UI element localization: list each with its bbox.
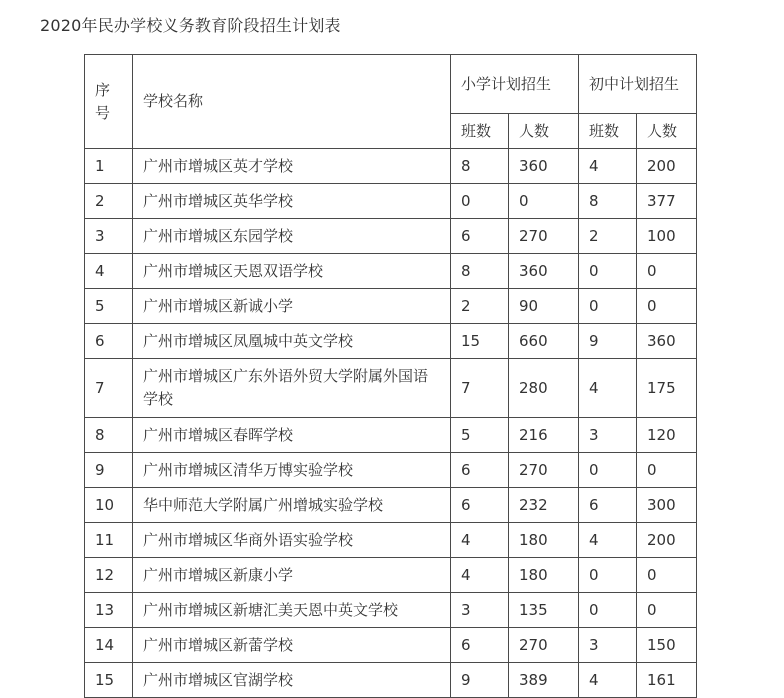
cell-primary-classes: 3	[451, 593, 509, 628]
cell-junior-classes: 3	[579, 418, 637, 453]
cell-junior-students: 175	[637, 359, 697, 418]
cell-school-name: 广州市增城区东园学校	[133, 219, 451, 254]
cell-primary-classes: 6	[451, 219, 509, 254]
cell-junior-classes: 4	[579, 359, 637, 418]
cell-junior-students: 0	[637, 289, 697, 324]
cell-no: 13	[85, 593, 133, 628]
cell-junior-classes: 4	[579, 149, 637, 184]
cell-junior-classes: 3	[579, 628, 637, 663]
cell-junior-students: 300	[637, 488, 697, 523]
cell-school-name: 广州市增城区新塘汇美天恩中英文学校	[133, 593, 451, 628]
table-row	[85, 149, 697, 184]
cell-primary-students: 270	[509, 453, 579, 488]
page-title: 2020年民办学校义务教育阶段招生计划表	[40, 16, 341, 35]
table-header-row	[85, 55, 697, 114]
cell-junior-students: 100	[637, 219, 697, 254]
table-row	[85, 184, 697, 219]
cell-primary-classes: 4	[451, 558, 509, 593]
cell-no: 15	[85, 663, 133, 698]
table-row	[85, 558, 697, 593]
cell-junior-classes: 4	[579, 523, 637, 558]
header-junior-students: 人数	[637, 114, 697, 149]
cell-primary-students: 270	[509, 219, 579, 254]
cell-junior-students: 161	[637, 663, 697, 698]
cell-junior-students: 377	[637, 184, 697, 219]
cell-primary-students: 0	[509, 184, 579, 219]
cell-junior-students: 150	[637, 628, 697, 663]
cell-junior-students: 120	[637, 418, 697, 453]
cell-primary-classes: 7	[451, 359, 509, 418]
table-row	[85, 663, 697, 698]
table-row	[85, 219, 697, 254]
cell-primary-classes: 8	[451, 254, 509, 289]
header-seq: 序号	[85, 55, 133, 149]
cell-school-name: 广州市增城区新蕾学校	[133, 628, 451, 663]
cell-no: 12	[85, 558, 133, 593]
cell-no: 9	[85, 453, 133, 488]
cell-primary-classes: 6	[451, 628, 509, 663]
cell-junior-classes: 0	[579, 289, 637, 324]
cell-school-name: 广州市增城区凤凰城中英文学校	[133, 324, 451, 359]
cell-junior-classes: 9	[579, 324, 637, 359]
cell-school-name: 广州市增城区广东外语外贸大学附属外国语学校	[133, 359, 451, 418]
cell-school-name: 广州市增城区春晖学校	[133, 418, 451, 453]
cell-junior-classes: 0	[579, 453, 637, 488]
cell-primary-classes: 4	[451, 523, 509, 558]
cell-no: 6	[85, 324, 133, 359]
cell-school-name: 广州市增城区新诚小学	[133, 289, 451, 324]
header-school-name: 学校名称	[133, 55, 451, 149]
cell-primary-students: 180	[509, 558, 579, 593]
cell-junior-students: 0	[637, 558, 697, 593]
cell-junior-students: 200	[637, 523, 697, 558]
cell-junior-students: 0	[637, 453, 697, 488]
cell-school-name: 广州市增城区新康小学	[133, 558, 451, 593]
cell-junior-classes: 0	[579, 593, 637, 628]
header-primary-students: 人数	[509, 114, 579, 149]
cell-no: 11	[85, 523, 133, 558]
cell-primary-classes: 0	[451, 184, 509, 219]
cell-school-name: 华中师范大学附属广州增城实验学校	[133, 488, 451, 523]
cell-junior-students: 360	[637, 324, 697, 359]
cell-primary-students: 389	[509, 663, 579, 698]
cell-school-name: 广州市增城区华商外语实验学校	[133, 523, 451, 558]
table-row	[85, 593, 697, 628]
cell-primary-students: 135	[509, 593, 579, 628]
cell-primary-students: 90	[509, 289, 579, 324]
cell-no: 8	[85, 418, 133, 453]
header-junior-plan: 初中计划招生	[579, 55, 697, 114]
cell-no: 5	[85, 289, 133, 324]
cell-school-name: 广州市增城区天恩双语学校	[133, 254, 451, 289]
cell-no: 3	[85, 219, 133, 254]
cell-junior-classes: 4	[579, 663, 637, 698]
table-row	[85, 523, 697, 558]
cell-primary-students: 232	[509, 488, 579, 523]
cell-no: 4	[85, 254, 133, 289]
table-row	[85, 418, 697, 453]
cell-primary-students: 270	[509, 628, 579, 663]
cell-junior-classes: 8	[579, 184, 637, 219]
cell-junior-classes: 0	[579, 254, 637, 289]
cell-primary-classes: 2	[451, 289, 509, 324]
cell-primary-classes: 15	[451, 324, 509, 359]
cell-no: 7	[85, 359, 133, 418]
cell-no: 2	[85, 184, 133, 219]
cell-primary-classes: 9	[451, 663, 509, 698]
table-row	[85, 488, 697, 523]
cell-primary-students: 360	[509, 149, 579, 184]
cell-junior-students: 0	[637, 254, 697, 289]
table-row	[85, 289, 697, 324]
cell-junior-students: 0	[637, 593, 697, 628]
cell-primary-classes: 5	[451, 418, 509, 453]
cell-school-name: 广州市增城区清华万博实验学校	[133, 453, 451, 488]
cell-no: 1	[85, 149, 133, 184]
cell-primary-students: 280	[509, 359, 579, 418]
cell-no: 14	[85, 628, 133, 663]
cell-primary-students: 660	[509, 324, 579, 359]
cell-primary-students: 180	[509, 523, 579, 558]
cell-primary-classes: 8	[451, 149, 509, 184]
cell-primary-students: 360	[509, 254, 579, 289]
table-row	[85, 628, 697, 663]
table-row	[85, 324, 697, 359]
cell-junior-classes: 2	[579, 219, 637, 254]
cell-no: 10	[85, 488, 133, 523]
header-primary-classes: 班数	[451, 114, 509, 149]
cell-primary-students: 216	[509, 418, 579, 453]
cell-school-name: 广州市增城区英华学校	[133, 184, 451, 219]
cell-school-name: 广州市增城区英才学校	[133, 149, 451, 184]
table-row	[85, 359, 697, 418]
table-row	[85, 453, 697, 488]
cell-primary-classes: 6	[451, 488, 509, 523]
enrollment-plan-table	[84, 54, 697, 698]
header-primary-plan: 小学计划招生	[451, 55, 579, 114]
cell-primary-classes: 6	[451, 453, 509, 488]
cell-junior-classes: 6	[579, 488, 637, 523]
cell-junior-classes: 0	[579, 558, 637, 593]
table-row	[85, 254, 697, 289]
cell-junior-students: 200	[637, 149, 697, 184]
cell-school-name: 广州市增城区官湖学校	[133, 663, 451, 698]
header-junior-classes: 班数	[579, 114, 637, 149]
